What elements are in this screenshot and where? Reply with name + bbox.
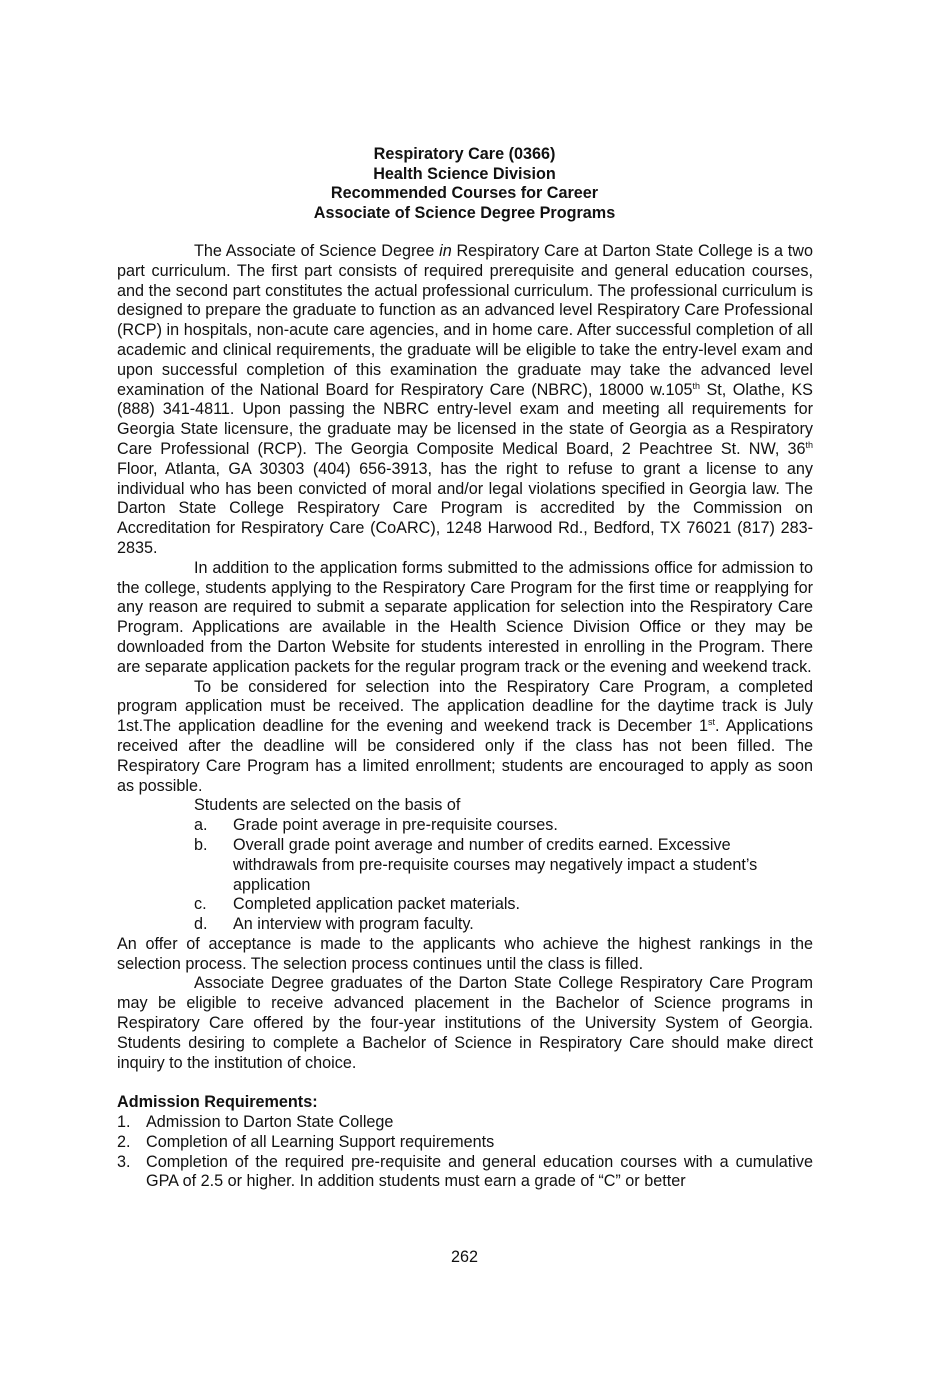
intro-italic: in [439, 242, 452, 260]
list-item-text: Overall grade point average and number of credits earned. Excessive withdrawals from pre-requisite courses may negatively impact a student’s application [233, 835, 758, 894]
admission-requirements-heading: Admission Requirements: [117, 1093, 318, 1112]
intro-text-2: Respiratory Care at Darton State College is a two part curriculum. The first part consists of required prerequisite and general education courses, and the second part constitutes the actual professional curriculum. The professional curriculum is designed to prepare the graduate to function as an advanced level Respiratory Care Professional (RCP) in hospitals, non-acute care agencies, and in home care. After successful completion of all academic and clinical requirements, the graduate will be eligible to take the entry-level exam and upon successful completion of this examination the graduate may take the advanced level examination of the National Board for Respiratory Care (NBRC), 18000 w.105 [117, 242, 813, 399]
deadline-superscript: st [708, 717, 716, 728]
selection-criteria-list [117, 816, 813, 935]
list-item [117, 1153, 813, 1193]
application-paragraph: In addition to the application forms submitted to the admissions office for admission to the college, students applying to the Respiratory Care Program for the first time or reapplying for any reason are required to submit a separate application for selection into the Respiratory Care Program. Applications are available in the Health Science Division Office or they may be downloaded from the Darton Website for students interested in enrolling in the Program. There are separate application packets for the regular program track or the evening and weekend track. [117, 558, 813, 676]
list-item [117, 895, 813, 915]
intro-text-1: The Associate of Science Degree [194, 242, 440, 260]
degree-title: Associate of Science Degree Programs [313, 203, 616, 222]
list-item-label: c. [194, 895, 207, 914]
list-item-label: 3. [117, 1152, 131, 1171]
intro-text-4: Floor, Atlanta, GA 30303 (404) 656-3913, has the right to refuse to grant a license to any individual who has been convicted of moral and/or legal violations specified in Georgia law. The Darton State College Respiratory Care Program is accredited by the Commission on Accreditation for Respiratory Care (CoARC), 1248 Harwood Rd., Bedford, TX 76021 (817) 283-2835. [117, 459, 813, 557]
intro-superscript-1: th [692, 380, 701, 391]
deadline-text-2: . Applications received after the deadline will be considered only if the class has not been filled. The Respiratory Care Program has a limited enrollment; students are encouraged to apply as soon as possible. [117, 717, 814, 795]
intro-superscript-2: th [805, 439, 813, 450]
list-item-label: 1. [117, 1113, 131, 1132]
deadline-text-1: To be considered for selection into the Respiratory Care Program, a completed program application must be received. The application deadline for the daytime track is July 1st.The application deadline for the evening and weekend track is December 1 [117, 677, 813, 736]
advanced-placement-paragraph: Associate Degree graduates of the Darton State College Respiratory Care Program may be eligible to receive advanced placement in the Bachelor of Science programs in Respiratory Care offered by the four-year institutions of the University System of Georgia. Students desiring to complete a Bachelor of Science in Respiratory Care should make direct inquiry to the institution of choice. [117, 974, 813, 1072]
document-header [0, 145, 929, 223]
list-item-text: Completion of all Learning Support requirements [146, 1132, 495, 1151]
list-item [117, 816, 813, 836]
list-item [117, 1133, 813, 1153]
selection-lead: Students are selected on the basis of [194, 796, 461, 815]
list-item [117, 915, 813, 935]
acceptance-paragraph: An offer of acceptance is made to the applicants who achieve the highest rankings in the selection process. The selection process continues until the class is filled. [117, 934, 813, 973]
deadline-paragraph [117, 678, 813, 797]
admission-requirements-list [117, 1113, 813, 1192]
division-title: Health Science Division [373, 164, 556, 183]
list-item-label: d. [194, 915, 208, 934]
list-item-label: 2. [117, 1132, 131, 1151]
page-number: 262 [450, 1248, 478, 1266]
list-item-text: An interview with program faculty. [233, 915, 474, 934]
intro-text-3: St, Olathe, KS (888) 341-4811. Upon passing the NBRC entry-level exam and meeting all requirements for Georgia State licensure, the graduate may be licensed in the state of Georgia as a Respiratory Care Professional (RCP). The Georgia Composite Medical Board, 2 Peachtree St. NW, 36 [117, 380, 813, 458]
list-item-text: Completed application packet materials. [233, 895, 521, 914]
program-title: Respiratory Care (0366) [373, 145, 556, 163]
list-item [117, 1113, 813, 1133]
courses-title: Recommended Courses for Career [330, 184, 599, 202]
list-item-text: Admission to Darton State College [146, 1113, 394, 1132]
list-item [117, 836, 813, 895]
list-item-label: b. [194, 835, 208, 854]
intro-paragraph [117, 242, 813, 559]
document-body [117, 242, 813, 1192]
list-item-label: a. [194, 816, 208, 835]
list-item-text: Completion of the required pre-requisite and general education courses with a cumulative GPA of 2.5 or higher. In addition students must earn a grade of “C” or better [146, 1152, 813, 1191]
list-item-text: Grade point average in pre-requisite courses. [233, 816, 558, 835]
